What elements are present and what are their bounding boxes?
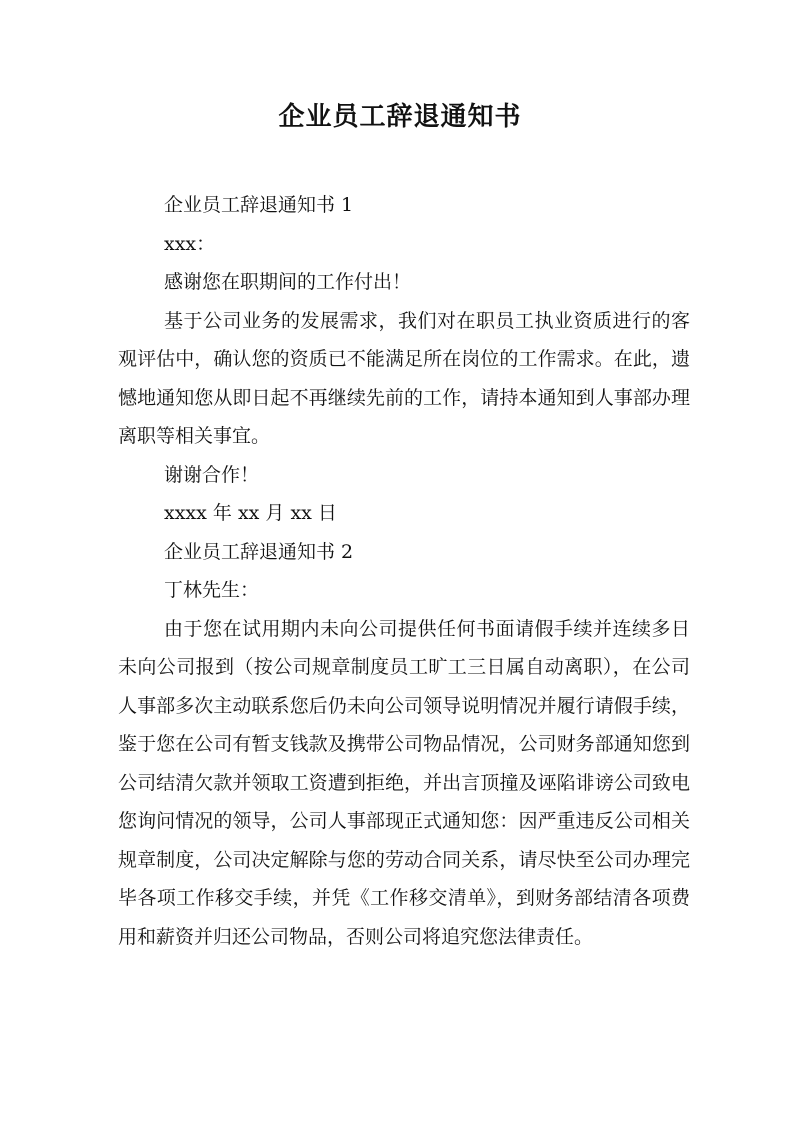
section-heading-1: 企业员工辞退通知书 1 <box>164 194 354 216</box>
salutation-2: 丁林先生： <box>164 579 260 601</box>
date-line: xxxx 年 xx 月 xx 日 <box>164 502 337 524</box>
paragraph-notice-2: 由于您在试用期内未向公司提供任何书面请假手续并连续多日未向公司报到（按公司规章制度员工旷工三日属自动离职），在公司人事部多次主动联系您后仍未向公司领导说明情况并履行请假手续，鉴于您在公司有暂支钱款及携带公司物品情况，公司财务部通知您到公司结清欠款并领取工资遭到拒绝，并出言顶撞及诬陷诽谤公司致电您询问情况的领导，公司人事部现正式通知您：因严重违反公司相关规章制度，公司决定解除与您的劳动合同关系，请尽快至公司办理完毕各项工作移交手续，并凭《工作移交清单》，到财务部结清各项费用和薪资并归还公司物品，否则公司将追究您法律责任。 <box>118 617 690 948</box>
paragraph-closing: 谢谢合作！ <box>164 463 260 486</box>
document-body <box>118 186 690 956</box>
paragraph-notice-1: 基于公司业务的发展需求，我们对在职员工执业资质进行的客观评估中，确认您的资质已不能满足所在岗位的工作需求。在此，遗憾地通知您从即日起不再继续先前的工作，请持本通知到人事部办理离职等相关事宜。 <box>118 309 690 447</box>
paragraph-thanks: 感谢您在职期间的工作付出！ <box>164 271 412 293</box>
section-heading-2: 企业员工辞退通知书 2 <box>164 540 354 563</box>
document-title: 企业员工辞退通知书 <box>278 102 522 132</box>
salutation-1: xxx： <box>164 232 216 255</box>
